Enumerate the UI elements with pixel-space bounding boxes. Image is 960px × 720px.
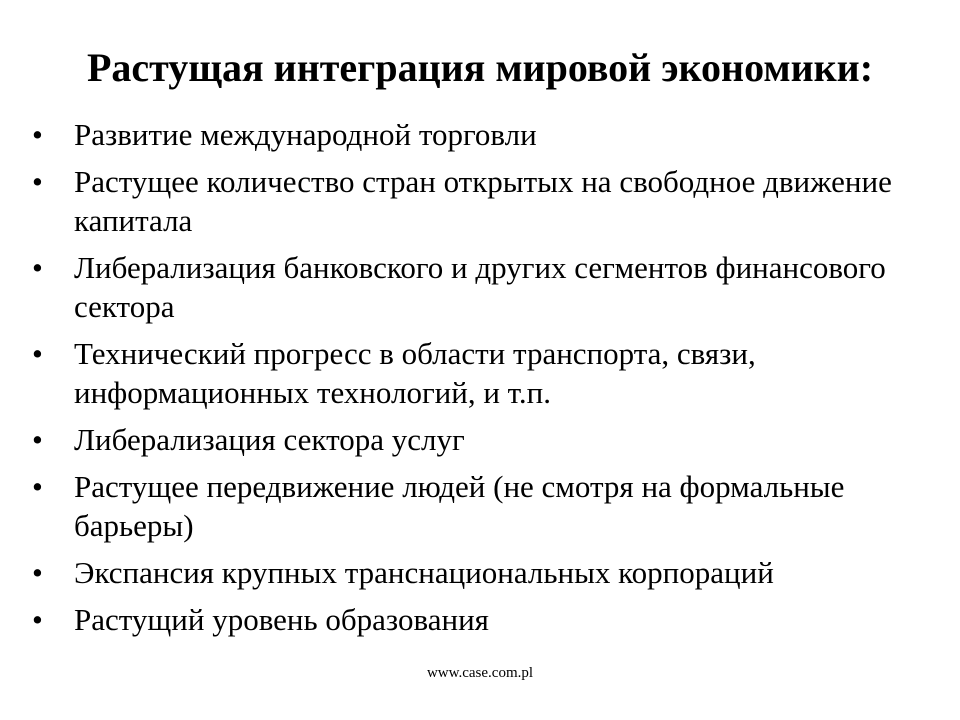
bullet-text: Растущее количество стран открытых на свободное движение капитала <box>74 164 892 238</box>
bullet-marker: • <box>32 469 43 504</box>
footer-url: www.case.com.pl <box>426 665 534 681</box>
bullet-text: Растущее передвижение людей (не смотря на формальные барьеры) <box>74 469 845 543</box>
bullet-item <box>30 162 930 240</box>
bullet-item <box>30 553 930 592</box>
bullet-list <box>30 115 930 647</box>
bullet-item <box>30 467 930 545</box>
bullet-marker: • <box>32 602 43 637</box>
bullet-marker: • <box>32 250 43 285</box>
bullet-marker: • <box>32 336 43 371</box>
bullet-item <box>30 420 930 459</box>
bullet-marker: • <box>32 555 43 590</box>
bullet-text: Растущий уровень образования <box>74 602 489 637</box>
bullet-marker: • <box>32 164 43 199</box>
bullet-item <box>30 115 930 154</box>
bullet-text: Технический прогресс в области транспорта, связи, информационных технологий, и т.п. <box>74 336 756 410</box>
bullet-item <box>30 334 930 412</box>
bullet-marker: • <box>32 117 43 152</box>
bullet-text: Развитие международной торговли <box>74 117 537 152</box>
bullet-marker: • <box>32 422 43 457</box>
bullet-item <box>30 248 930 326</box>
bullet-text: Экспансия крупных транснациональных корпораций <box>74 555 774 590</box>
slide-title: Растущая интеграция мировой экономики: <box>86 45 874 90</box>
bullet-text: Либерализация сектора услуг <box>74 422 465 457</box>
bullet-text: Либерализация банковского и других сегментов финансового сектора <box>74 250 886 324</box>
bullet-item <box>30 600 930 639</box>
